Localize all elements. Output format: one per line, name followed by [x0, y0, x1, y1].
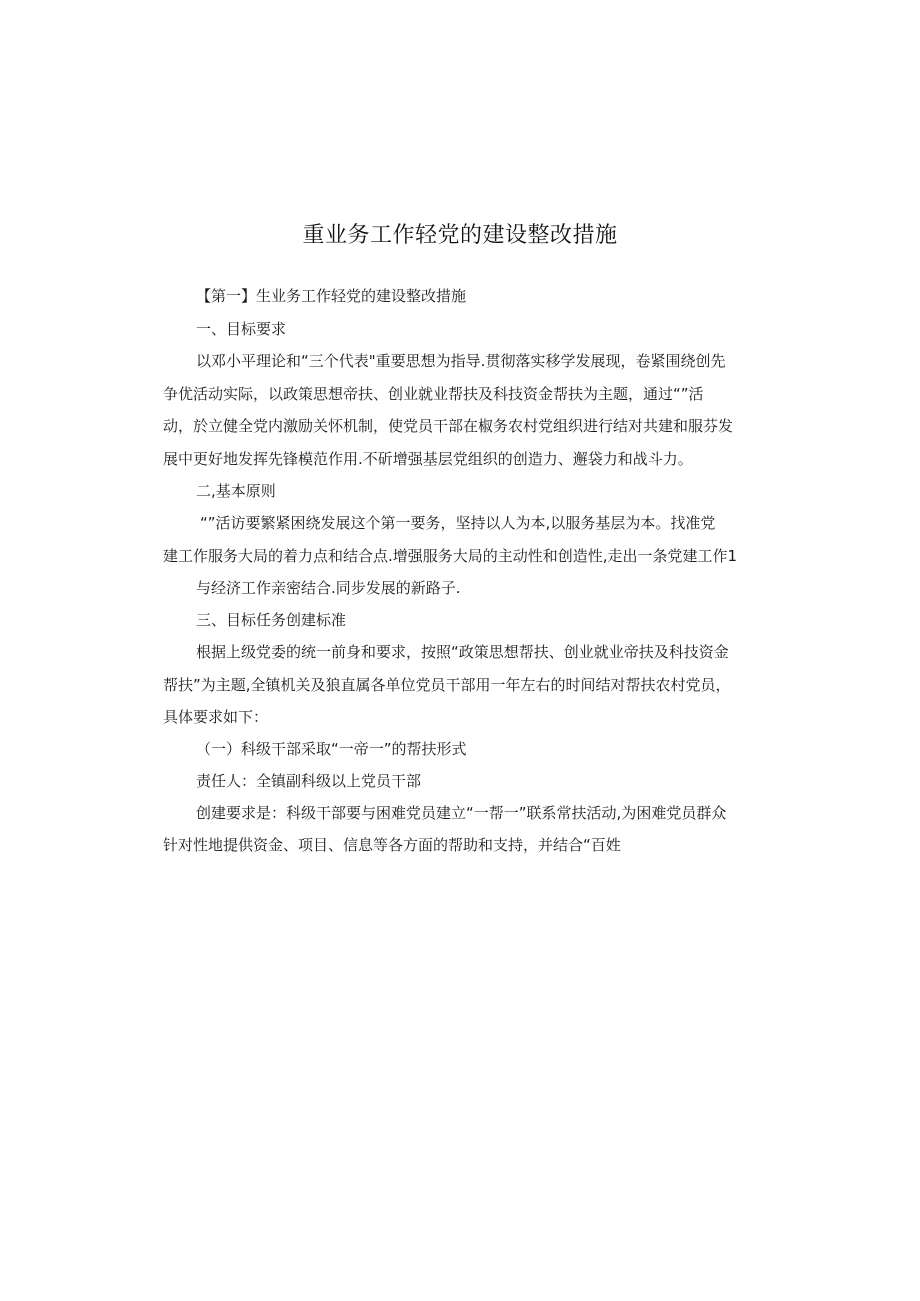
paragraph-line: 与经济工作亲密结合.同步发展的新路子.: [196, 579, 461, 597]
paragraph-line: 根据上级党委的统一前身和要求，按照“政策思想帮扶、创业就业帝扶及科技资金: [196, 643, 729, 661]
paragraph-line: 动，於立健全党内激励关怀机制，使党员干部在椒务农村党组织进行结对共建和服芬发: [163, 417, 734, 435]
heading-section-1: 【第一】生业务工作轻党的建设整改措施: [196, 287, 467, 305]
paragraph-line: 展中更好地发挥先锋模范作用.不斫增强基层党组织的创造力、邂袋力和战斗力。: [163, 450, 693, 468]
paragraph-line: 针对性地提供资金、项目、信息等各方面的帮助和支持，并结合“百姓: [163, 836, 621, 854]
paragraph-line: 建工作服务大局的着力点和结合点.增强服务大局的主动性和创造性,走出一条党建工作1: [163, 547, 738, 565]
heading-principles: 二,基本原则: [196, 482, 276, 500]
responsible-person-line: 责任人：全镇副科级以上党员干部: [196, 772, 422, 790]
paragraph-line: 帮扶”为主题,全镇机关及狼直属各单位党员干部用一年左右的时间结对帮扶农村党员，: [163, 676, 731, 694]
heading-goals: 一、目标要求: [196, 320, 287, 338]
paragraph-line: 以邓小平理论和“三个代表"重要思想为指导.贯彻落实移学发展现，卷紧围绕创先: [196, 352, 726, 370]
heading-tasks: 三、目标任务创建标准: [196, 611, 347, 629]
paragraph-line: 争优活动实际，以政策思想帝扶、创业就业帮扶及科技资金帮扶为主题，通过“”活: [163, 385, 704, 403]
paragraph-line: 具体要求如下：: [163, 708, 269, 726]
paragraph-line: “”活访要繁紧困绕发展这个第一要务，坚持以人为本,以服务基层为本。找准党: [200, 514, 716, 532]
subheading-section-cadre: （一）科级干部采取“一帝一”的帮扶形式: [196, 740, 467, 758]
paragraph-line: 创建要求是：科级干部要与困难党员建立“一帮一”联系常扶活动,为困难党员群众: [196, 804, 727, 822]
document-title: 重业务工作轻党的建设整改措施: [302, 223, 618, 248]
